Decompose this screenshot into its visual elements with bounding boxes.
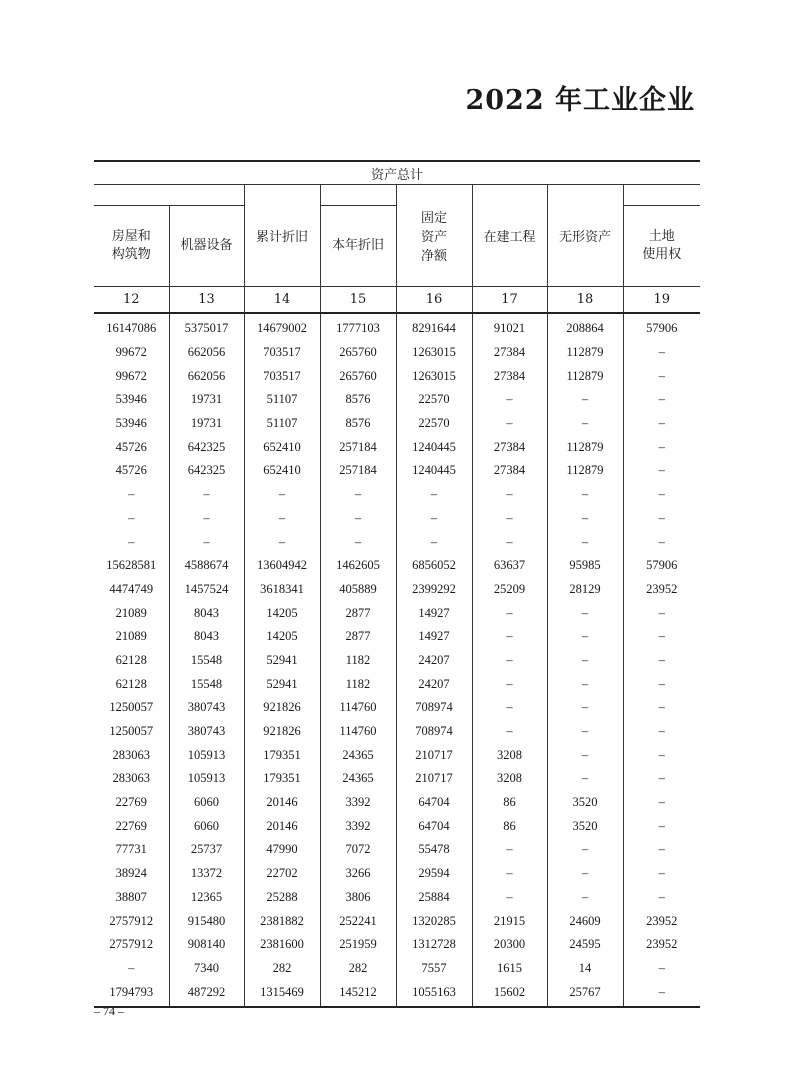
table-cell: – [472, 720, 547, 744]
table-cell: 47990 [244, 838, 320, 862]
table-cell: – [623, 412, 700, 436]
column-header-intangible-assets: 无形资产 [547, 185, 623, 287]
table-cell: 1250057 [109, 724, 154, 739]
table-cell: – [547, 483, 623, 507]
table-cell: 22769 [115, 795, 147, 810]
table-row [94, 791, 700, 815]
table-cell: – [472, 483, 547, 507]
table-cell: 179351 [244, 743, 320, 767]
table-cell: 57906 [623, 313, 700, 341]
table-cell: 112879 [547, 435, 623, 459]
table-cell: 642325 [169, 459, 244, 483]
table-cell: 86 [472, 791, 547, 815]
table-cell: 283063 [112, 771, 150, 786]
table-row [94, 886, 700, 910]
table-cell: 652410 [244, 459, 320, 483]
table-cell: 208864 [547, 313, 623, 341]
table-cell: 21915 [472, 909, 547, 933]
table-cell: 55478 [396, 838, 472, 862]
table-cell: 2877 [320, 601, 396, 625]
table-cell: 20146 [244, 814, 320, 838]
table-cell: – [396, 507, 472, 531]
table-cell: 14927 [396, 601, 472, 625]
table-row [94, 364, 700, 388]
table-cell: 105913 [169, 743, 244, 767]
table-cell: 921826 [244, 696, 320, 720]
table-cell: – [623, 341, 700, 365]
table-cell: 257184 [320, 459, 396, 483]
table-cell: – [547, 720, 623, 744]
table-cell: – [472, 530, 547, 554]
table-cell: 53946 [115, 416, 147, 431]
table-cell: 22769 [115, 818, 147, 833]
table-cell: 2381882 [244, 909, 320, 933]
table-cell: – [547, 838, 623, 862]
table-cell: 8576 [320, 388, 396, 412]
table-cell: 487292 [169, 980, 244, 1007]
table-cell: – [623, 743, 700, 767]
table-cell: – [169, 530, 244, 554]
table-cell: 64704 [396, 814, 472, 838]
table-cell: 652410 [244, 435, 320, 459]
table-row [94, 862, 700, 886]
table-cell: 7557 [396, 957, 472, 981]
table-cell: 27384 [472, 364, 547, 388]
table-cell: 662056 [169, 364, 244, 388]
table-cell: – [623, 791, 700, 815]
table-cell: 27384 [472, 459, 547, 483]
table-cell: 19731 [169, 388, 244, 412]
column-index: 12 [94, 287, 169, 314]
table-cell: – [128, 510, 135, 525]
table-cell: 6856052 [396, 554, 472, 578]
table-cell: – [547, 649, 623, 673]
table-cell: 29594 [396, 862, 472, 886]
table-cell: 2877 [320, 625, 396, 649]
table-cell: 1777103 [320, 313, 396, 341]
table-cell: 112879 [547, 459, 623, 483]
table-row [94, 814, 700, 838]
table-cell: – [623, 862, 700, 886]
table-cell: – [623, 435, 700, 459]
table-cell: – [623, 364, 700, 388]
table-cell: – [244, 507, 320, 531]
table-cell: 908140 [169, 933, 244, 957]
table-cell: 22570 [396, 388, 472, 412]
table-cell: – [169, 483, 244, 507]
table-cell: – [244, 483, 320, 507]
table-cell: 251959 [320, 933, 396, 957]
table-cell: 2399292 [396, 578, 472, 602]
table-cell: 3618341 [244, 578, 320, 602]
table-cell: 53946 [115, 392, 147, 407]
table-cell: 38807 [115, 889, 147, 904]
table-cell: 25737 [169, 838, 244, 862]
table-cell: 21089 [115, 629, 147, 644]
table-cell: – [547, 507, 623, 531]
table-cell: 1263015 [396, 364, 472, 388]
table-cell: 3392 [320, 814, 396, 838]
table-row [94, 388, 700, 412]
table-cell: – [396, 483, 472, 507]
table-cell: 1315469 [244, 980, 320, 1007]
table-cell: 14927 [396, 625, 472, 649]
table-row [94, 743, 700, 767]
table-row [94, 412, 700, 436]
table-cell: 62128 [115, 652, 147, 667]
table-cell: – [320, 530, 396, 554]
table-cell: – [623, 957, 700, 981]
table-row [94, 625, 700, 649]
table-cell: 708974 [396, 696, 472, 720]
table-row [94, 838, 700, 862]
table-cell: 14205 [244, 601, 320, 625]
table-cell: 1182 [320, 672, 396, 696]
table-cell: 24609 [547, 909, 623, 933]
table-cell: – [623, 530, 700, 554]
table-cell: 114760 [320, 720, 396, 744]
table-cell: 45726 [115, 439, 147, 454]
table-cell: 13372 [169, 862, 244, 886]
table-cell: – [320, 483, 396, 507]
table-cell: – [623, 980, 700, 1007]
table-cell: 112879 [547, 341, 623, 365]
subgroup-header-original-value [94, 185, 244, 206]
table-row [94, 601, 700, 625]
table-cell: 1312728 [396, 933, 472, 957]
table-row [94, 459, 700, 483]
table-row [94, 578, 700, 602]
table-cell: 21089 [115, 605, 147, 620]
table-cell: 16147086 [106, 321, 157, 336]
table-cell: 380743 [169, 696, 244, 720]
table-row [94, 980, 700, 1007]
table-cell: – [623, 720, 700, 744]
table-cell: 8576 [320, 412, 396, 436]
table-cell: – [623, 696, 700, 720]
table-row [94, 313, 700, 341]
table-row [94, 483, 700, 507]
table-cell: 6060 [169, 814, 244, 838]
table-row [94, 957, 700, 981]
table-cell: 3520 [547, 791, 623, 815]
table-cell: 25209 [472, 578, 547, 602]
column-header-current-year-depreciation: 本年折旧 [320, 206, 396, 287]
table-row [94, 435, 700, 459]
page-title: 2022 年工业企业 [465, 85, 695, 116]
column-header-land-use-rights: 土地 使用权 [623, 206, 700, 287]
table-cell: – [472, 886, 547, 910]
table-cell: 2381600 [244, 933, 320, 957]
table-cell: 145212 [320, 980, 396, 1007]
table-cell: – [244, 530, 320, 554]
column-index: 13 [169, 287, 244, 314]
table-cell: 4474749 [109, 581, 154, 596]
table-cell: 27384 [472, 341, 547, 365]
table-cell: 24207 [396, 672, 472, 696]
table-cell: 22702 [244, 862, 320, 886]
table-cell: 86 [472, 814, 547, 838]
table-cell: 3208 [472, 767, 547, 791]
column-header-construction-in-progress: 在建工程 [472, 185, 547, 287]
table-cell: 25884 [396, 886, 472, 910]
table-cell: 91021 [472, 313, 547, 341]
table-cell: 64704 [396, 791, 472, 815]
table-cell: 20300 [472, 933, 547, 957]
table-cell: 6060 [169, 791, 244, 815]
table-cell: 19731 [169, 412, 244, 436]
table-cell: 921826 [244, 720, 320, 744]
industrial-assets-table [94, 160, 700, 1008]
table-cell: – [472, 838, 547, 862]
table-cell: 51107 [244, 388, 320, 412]
table-cell: 1240445 [396, 435, 472, 459]
table-cell: – [547, 412, 623, 436]
table-cell: 12365 [169, 886, 244, 910]
table-cell: 5375017 [169, 313, 244, 341]
table-cell: – [547, 886, 623, 910]
table-cell: 708974 [396, 720, 472, 744]
table-cell: 38924 [115, 866, 147, 881]
table-cell: 95985 [547, 554, 623, 578]
table-cell: – [472, 696, 547, 720]
table-cell: 8291644 [396, 313, 472, 341]
table-cell: – [396, 530, 472, 554]
table-cell: 57906 [623, 554, 700, 578]
table-cell: – [623, 814, 700, 838]
table-cell: 1615 [472, 957, 547, 981]
table-cell: – [547, 530, 623, 554]
table-cell: – [547, 625, 623, 649]
table-cell: – [169, 507, 244, 531]
table-cell: 179351 [244, 767, 320, 791]
table-cell: 62128 [115, 676, 147, 691]
table-cell: 28129 [547, 578, 623, 602]
table-cell: – [547, 696, 623, 720]
table-cell: 1250057 [109, 700, 154, 715]
table-cell: 24365 [320, 743, 396, 767]
subgroup-header-intangible [623, 185, 700, 206]
table-cell: 24595 [547, 933, 623, 957]
table-cell: – [472, 649, 547, 673]
table-cell: – [472, 388, 547, 412]
table-cell: 45726 [115, 463, 147, 478]
table-cell: 15548 [169, 649, 244, 673]
table-cell: – [547, 672, 623, 696]
page-number: – 74 – [94, 1004, 124, 1018]
table-cell: – [547, 862, 623, 886]
table-cell: – [547, 743, 623, 767]
table-row [94, 909, 700, 933]
column-index: 18 [547, 287, 623, 314]
table-cell: 52941 [244, 649, 320, 673]
table-cell: – [623, 459, 700, 483]
group-header-total-assets: 资产总计 [94, 161, 700, 185]
table-cell: 265760 [320, 364, 396, 388]
table-cell: 7340 [169, 957, 244, 981]
table-cell: 2757912 [109, 913, 154, 928]
table-cell: 3520 [547, 814, 623, 838]
table-cell: – [623, 767, 700, 791]
table-cell: 642325 [169, 435, 244, 459]
table-cell: – [472, 625, 547, 649]
table-cell: 99672 [115, 345, 147, 360]
table-row [94, 649, 700, 673]
table-cell: 27384 [472, 435, 547, 459]
table-cell: – [128, 534, 135, 549]
column-index: 15 [320, 287, 396, 314]
table-cell: – [128, 960, 135, 975]
table-cell: 63637 [472, 554, 547, 578]
table-cell: – [623, 601, 700, 625]
column-index: 16 [396, 287, 472, 314]
table-cell: 23952 [623, 909, 700, 933]
table-cell: 1320285 [396, 909, 472, 933]
table-cell: 1457524 [169, 578, 244, 602]
table-cell: – [547, 767, 623, 791]
table-cell: – [623, 838, 700, 862]
table-cell: 3392 [320, 791, 396, 815]
table-cell: – [547, 601, 623, 625]
table-cell: 1263015 [396, 341, 472, 365]
table-cell: – [472, 862, 547, 886]
table-cell: 1462605 [320, 554, 396, 578]
table-row [94, 554, 700, 578]
table-cell: 2757912 [109, 937, 154, 952]
table-cell: 282 [244, 957, 320, 981]
table-cell: 15628581 [106, 558, 157, 573]
table-cell: 7072 [320, 838, 396, 862]
table-cell: 23952 [623, 933, 700, 957]
table-cell: 114760 [320, 696, 396, 720]
table-cell: 13604942 [244, 554, 320, 578]
table-cell: – [472, 412, 547, 436]
table-row [94, 672, 700, 696]
table-cell: 52941 [244, 672, 320, 696]
table-cell: – [128, 487, 135, 502]
table-cell: 405889 [320, 578, 396, 602]
table-cell: – [623, 625, 700, 649]
table-cell: 3806 [320, 886, 396, 910]
table-cell: 23952 [623, 578, 700, 602]
table-cell: 24207 [396, 649, 472, 673]
table-cell: 77731 [115, 842, 147, 857]
table-cell: – [472, 601, 547, 625]
table-cell: 15602 [472, 980, 547, 1007]
table-cell: 282 [320, 957, 396, 981]
table-cell: 99672 [115, 368, 147, 383]
table-cell: 8043 [169, 625, 244, 649]
column-index: 17 [472, 287, 547, 314]
column-index: 19 [623, 287, 700, 314]
table-cell: 1240445 [396, 459, 472, 483]
column-header-net-fixed-assets: 固定 资产 净额 [396, 185, 472, 287]
table-cell: – [623, 507, 700, 531]
table-cell: 51107 [244, 412, 320, 436]
table-cell: 703517 [244, 341, 320, 365]
table-cell: – [623, 649, 700, 673]
table-cell: 105913 [169, 767, 244, 791]
table-cell: 14 [547, 957, 623, 981]
table-body [94, 313, 700, 1007]
column-index: 14 [244, 287, 320, 314]
table-row [94, 530, 700, 554]
table-cell: 3266 [320, 862, 396, 886]
table-cell: – [547, 388, 623, 412]
table-cell: – [623, 886, 700, 910]
table-cell: 662056 [169, 341, 244, 365]
table-cell: 252241 [320, 909, 396, 933]
table-row [94, 696, 700, 720]
column-header-machinery: 机器设备 [169, 206, 244, 287]
table-cell: 210717 [396, 743, 472, 767]
table-cell: 915480 [169, 909, 244, 933]
table-cell: – [623, 388, 700, 412]
table-cell: 24365 [320, 767, 396, 791]
table-cell: 22570 [396, 412, 472, 436]
table-row [94, 341, 700, 365]
table-cell: 14205 [244, 625, 320, 649]
table-cell: 257184 [320, 435, 396, 459]
table-cell: 14679002 [244, 313, 320, 341]
table-cell: 25767 [547, 980, 623, 1007]
table-cell: 1055163 [396, 980, 472, 1007]
table-cell: 8043 [169, 601, 244, 625]
table-cell: 703517 [244, 364, 320, 388]
table-cell: – [623, 672, 700, 696]
table-cell: 265760 [320, 341, 396, 365]
table-cell: 380743 [169, 720, 244, 744]
table-cell: 3208 [472, 743, 547, 767]
table-cell: 112879 [547, 364, 623, 388]
table-row [94, 767, 700, 791]
table-cell: 1794793 [94, 980, 169, 1007]
table-cell: 210717 [396, 767, 472, 791]
table-cell: – [472, 507, 547, 531]
table-cell: 20146 [244, 791, 320, 815]
column-header-accumulated-depreciation: 累计折旧 [244, 185, 320, 287]
column-header-buildings: 房屋和 构筑物 [94, 206, 169, 287]
table-row [94, 933, 700, 957]
table-cell: 4588674 [169, 554, 244, 578]
table-cell: 283063 [112, 747, 150, 762]
table-cell: 25288 [244, 886, 320, 910]
table-row [94, 507, 700, 531]
table-cell: – [623, 483, 700, 507]
table-cell: 15548 [169, 672, 244, 696]
table-cell: – [472, 672, 547, 696]
table-cell: 1182 [320, 649, 396, 673]
table-cell: – [320, 507, 396, 531]
subgroup-header-depreciation [320, 185, 396, 206]
table-row [94, 720, 700, 744]
